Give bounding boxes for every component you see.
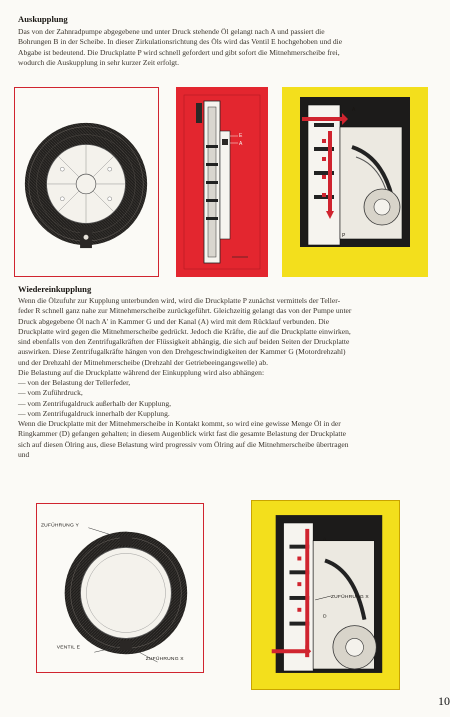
list-item: — vom Zentrifugaldruck innerhalb der Kupplung. xyxy=(18,408,170,418)
text-line: feder R schnell ganz nahe zur Mitnehmerscheibe zurückgeführt. Gleichzeitig gelangt das von der Pumpe unter xyxy=(18,306,352,316)
text-line: Die Belastung auf die Druckplatte während der Einkupplung wird also abhängen: xyxy=(18,367,265,377)
text-line: Wenn die Druckplatte mit der Mitnehmerscheibe in Kontakt kommt, so wird eine gewisse Menge Öl in der xyxy=(18,419,341,428)
paragraph-auskupplung xyxy=(18,27,434,68)
figure-yellow-section-bottom xyxy=(251,500,400,690)
figure-clutch-disc-top xyxy=(14,87,159,277)
text-line: Druck abgegebene Öl nach A' in Kammer G und der Kanal (A) wird mit dem Rücklauf verbunden. Die xyxy=(18,316,330,326)
list-item: — vom Zentrifugaldruck außerhalb der Kupplung, xyxy=(18,398,171,408)
red-section-illustration xyxy=(176,87,268,277)
section-heading-wiedereinkupplung: Wiedereinkupplung xyxy=(18,284,92,294)
list-item: — von der Belastung der Tellerfeder, xyxy=(18,378,131,387)
text-line: Ringkammer (D) gefangen gehalten; in diesem Augenblick wirkt fast die gesamte Belastung der Druckplatte xyxy=(18,429,346,439)
paragraph-wiedereinkupplung xyxy=(18,296,434,460)
label-e: E xyxy=(239,133,243,139)
page-number: 10 xyxy=(438,694,450,708)
text-line: Bohrungen B in der Scheibe. In dieser Zirkulationsrichtung des Öls wird das Ventil E hochgehoben und die xyxy=(18,37,343,47)
label-a: A xyxy=(323,537,327,543)
label-zufuehrung-x: ZUFÜHRUNG X xyxy=(330,594,369,600)
label-a: A xyxy=(239,141,243,147)
text-line: sich auf diesen Ölring aus, diese Belastung wird progressiv vom Ölring auf die Mitnehmerscheibe übertragen xyxy=(18,439,349,449)
clutch-disc-bottom-illustration xyxy=(37,504,203,672)
label-ventil-e: VENTIL E xyxy=(56,645,81,651)
text-line: und xyxy=(18,449,30,459)
text-line: wodurch die Auskupplung in sehr kurzer Zeit erfolgt. xyxy=(18,57,179,67)
text-line: Druckplatte wird gegen die Mitnehmerscheibe gedrückt. Jedoch die Kräfte, die auf die Druckplatte einwirken, xyxy=(18,326,351,336)
figure-yellow-section-top xyxy=(282,87,428,277)
text-line: Das von der Zahnradpumpe abgegebene und unter Druck stehende Öl gelangt nach A und passiert die xyxy=(18,27,325,36)
figure-clutch-disc-bottom xyxy=(36,503,204,673)
label-zufuehrung-x: ZUFÜHRUNG X xyxy=(145,657,184,663)
figure-red-section xyxy=(176,87,268,277)
label-d: D xyxy=(323,614,327,620)
label-a: A xyxy=(352,107,356,113)
label-p: P xyxy=(342,233,346,239)
clutch-disc-illustration xyxy=(15,88,158,276)
text-line: auswirken. Diese Zentrifugalkräfte hängen von den Drehgeschwindigkeiten der Kammer G (Motordrehzahl) xyxy=(18,347,346,357)
list-item: — vom Zuführdruck, xyxy=(18,388,83,398)
yellow-section-bottom-illustration xyxy=(252,501,399,689)
yellow-section-illustration xyxy=(282,87,428,277)
text-line: sind ebenfalls von den Zentrifugalkräften der Flüssigkeit abhängig, die sich auf beiden Seiten der Druckplatte xyxy=(18,337,350,346)
label-zufuehrung-y: ZUFÜHRUNG Y xyxy=(40,523,79,529)
text-line: Wenn die Ölzufuhr zur Kupplung unterbunden wird, wird die Druckplatte P zunächst vermittels der Teller- xyxy=(18,296,341,305)
text-line: und der Drehzahl der Mitnehmerscheibe (Drehzahl der Getriebeeingangswelle) ab. xyxy=(18,357,268,367)
section-heading-auskupplung: Auskupplung xyxy=(18,14,68,24)
text-line: Abgabe ist bedeutend. Die Druckplatte P wird schnell gefordert und gibt sofort die Mitnehmerscheibe frei, xyxy=(18,47,340,57)
